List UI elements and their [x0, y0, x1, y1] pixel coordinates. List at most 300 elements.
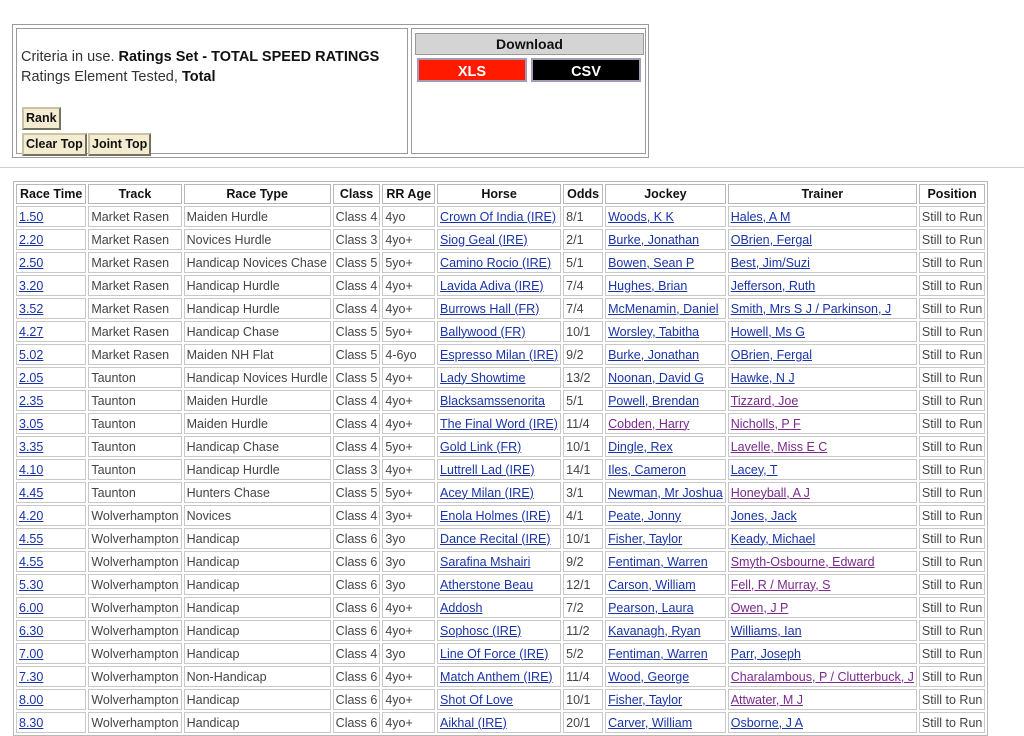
trainer-link[interactable]: Jefferson, Ruth	[730, 278, 816, 293]
jockey-link[interactable]: Kavanagh, Ryan	[608, 623, 701, 638]
table-row	[16, 206, 985, 227]
table-cell	[728, 505, 917, 526]
jockey-link[interactable]: Worsley, Tabitha	[608, 324, 700, 339]
table-cell: Still to Run	[919, 643, 985, 664]
table-cell	[728, 436, 917, 457]
trainer-link[interactable]: Fell, R / Murray, S	[730, 577, 831, 592]
table-cell: Still to Run	[919, 666, 985, 687]
race-time-link[interactable]: 3.05	[19, 416, 44, 431]
table-cell: Still to Run	[919, 413, 985, 434]
table-cell: Handicap Chase	[184, 321, 331, 342]
table-cell	[16, 482, 86, 503]
table-row	[16, 298, 985, 319]
column-header: Trainer	[728, 184, 917, 204]
download-panel	[411, 28, 646, 154]
table-cell	[605, 206, 726, 227]
trainer-link[interactable]: Lacey, T	[730, 462, 778, 477]
horse-link[interactable]: Ballywood (FR)	[440, 324, 526, 339]
table-cell: Still to Run	[919, 689, 985, 710]
column-header: Race Time	[16, 184, 86, 204]
table-row	[16, 436, 985, 457]
table-cell	[16, 275, 86, 296]
table-row	[16, 620, 985, 641]
table-cell	[605, 620, 726, 641]
table-cell: Handicap	[184, 689, 331, 710]
horse-link[interactable]: Acey Milan (IRE)	[440, 485, 534, 500]
horse-link[interactable]: Atherstone Beau	[440, 577, 534, 592]
table-cell	[437, 344, 561, 365]
race-time-link[interactable]: 7.00	[19, 646, 44, 661]
table-row	[16, 229, 985, 250]
table-cell: 4yo+	[382, 620, 435, 641]
table-cell	[605, 712, 726, 733]
trainer-link[interactable]: Hales, A M	[730, 209, 791, 224]
table-cell	[605, 321, 726, 342]
race-time-link[interactable]: 2.20	[19, 232, 44, 247]
table-cell	[605, 459, 726, 480]
table-cell: Class 4	[333, 275, 381, 296]
table-cell: Wolverhampton	[88, 712, 181, 733]
jockey-link[interactable]: Burke, Jonathan	[608, 232, 700, 247]
table-cell	[728, 528, 917, 549]
table-cell: Market Rasen	[88, 206, 181, 227]
trainer-link[interactable]: Honeyball, A J	[730, 485, 810, 500]
trainer-link[interactable]: Parr, Joseph	[730, 646, 801, 661]
table-cell	[728, 206, 917, 227]
table-row	[16, 712, 985, 733]
horse-link[interactable]: Match Anthem (IRE)	[440, 669, 553, 684]
table-cell: Market Rasen	[88, 275, 181, 296]
horse-link[interactable]: Camino Rocio (IRE)	[440, 255, 552, 270]
table-cell: 3yo	[382, 574, 435, 595]
table-cell	[728, 666, 917, 687]
table-cell: 9/2	[563, 551, 603, 572]
table-cell	[437, 252, 561, 273]
clear-top-button[interactable]: Clear Top	[22, 133, 87, 156]
table-cell: Still to Run	[919, 712, 985, 733]
horse-link[interactable]: Addosh	[440, 600, 483, 615]
table-cell: Market Rasen	[88, 321, 181, 342]
jockey-link[interactable]: Cobden, Harry	[608, 416, 690, 431]
table-cell: Handicap Chase	[184, 436, 331, 457]
horse-link[interactable]: Lady Showtime	[440, 370, 526, 385]
table-cell	[728, 344, 917, 365]
race-time-link[interactable]: 3.35	[19, 439, 44, 454]
table-cell	[728, 367, 917, 388]
table-cell: Class 4	[333, 206, 381, 227]
table-cell: 12/1	[563, 574, 603, 595]
table-cell: 3yo	[382, 643, 435, 664]
race-time-link[interactable]: 7.30	[19, 669, 44, 684]
table-cell: Class 3	[333, 459, 381, 480]
table-row	[16, 666, 985, 687]
horse-link[interactable]: Gold Link (FR)	[440, 439, 522, 454]
race-time-link[interactable]: 3.52	[19, 301, 44, 316]
table-cell	[437, 597, 561, 618]
race-time-link[interactable]: 8.30	[19, 715, 44, 730]
jockey-link[interactable]: Woods, K K	[608, 209, 674, 224]
table-cell: Wolverhampton	[88, 574, 181, 595]
trainer-link[interactable]: Nicholls, P F	[730, 416, 801, 431]
race-time-link[interactable]: 1.50	[19, 209, 44, 224]
horse-link[interactable]: Blacksamssenorita	[440, 393, 545, 408]
table-cell	[437, 482, 561, 503]
column-header: Jockey	[605, 184, 726, 204]
table-cell	[728, 321, 917, 342]
trainer-link[interactable]: Williams, Ian	[730, 623, 802, 638]
table-cell	[16, 252, 86, 273]
table-cell: Handicap	[184, 528, 331, 549]
table-cell: Class 5	[333, 482, 381, 503]
trainer-link[interactable]: Owen, J P	[730, 600, 789, 615]
table-row	[16, 413, 985, 434]
race-time-link[interactable]: 4.45	[19, 485, 44, 500]
jockey-link[interactable]: Fisher, Taylor	[608, 531, 683, 546]
table-cell	[728, 459, 917, 480]
table-cell: 4yo+	[382, 413, 435, 434]
race-time-link[interactable]: 2.35	[19, 393, 44, 408]
table-cell	[16, 528, 86, 549]
trainer-link[interactable]: Jones, Jack	[730, 508, 797, 523]
table-cell: Still to Run	[919, 459, 985, 480]
table-cell: 4yo+	[382, 390, 435, 411]
horse-link[interactable]: Luttrell Lad (IRE)	[440, 462, 535, 477]
table-cell: Maiden Hurdle	[184, 413, 331, 434]
table-cell: 5/2	[563, 643, 603, 664]
trainer-link[interactable]: Tizzard, Joe	[730, 393, 799, 408]
table-cell	[437, 505, 561, 526]
table-cell	[16, 689, 86, 710]
table-cell: Wolverhampton	[88, 620, 181, 641]
criteria-panel	[12, 24, 649, 158]
table-cell: Handicap Novices Hurdle	[184, 367, 331, 388]
jockey-link[interactable]: Fentiman, Warren	[608, 646, 708, 661]
horse-link[interactable]: Enola Holmes (IRE)	[440, 508, 551, 523]
jockey-link[interactable]: Carver, William	[608, 715, 693, 730]
table-cell: 20/1	[563, 712, 603, 733]
race-time-link[interactable]: 2.50	[19, 255, 44, 270]
table-cell: 4yo+	[382, 367, 435, 388]
table-cell: 7/4	[563, 275, 603, 296]
ratings-set-value: Ratings Set - TOTAL SPEED RATINGS	[118, 49, 380, 65]
race-time-link[interactable]: 6.00	[19, 600, 44, 615]
race-time-link[interactable]: 3.20	[19, 278, 44, 293]
table-cell: 5yo+	[382, 436, 435, 457]
column-header: Track	[88, 184, 181, 204]
table-cell: Class 4	[333, 390, 381, 411]
table-cell: 11/2	[563, 620, 603, 641]
table-cell	[16, 712, 86, 733]
table-cell	[16, 390, 86, 411]
table-cell	[605, 666, 726, 687]
table-cell	[437, 620, 561, 641]
table-cell: Handicap	[184, 597, 331, 618]
table-cell: 8/1	[563, 206, 603, 227]
table-cell: Class 5	[333, 367, 381, 388]
table-cell: 4yo+	[382, 597, 435, 618]
race-time-link[interactable]: 4.27	[19, 324, 44, 339]
table-cell: 10/1	[563, 689, 603, 710]
table-cell: Still to Run	[919, 551, 985, 572]
table-cell: 4yo+	[382, 298, 435, 319]
table-cell	[437, 229, 561, 250]
table-cell: Handicap Novices Chase	[184, 252, 331, 273]
horse-link[interactable]: Line Of Force (IRE)	[440, 646, 549, 661]
table-cell: Still to Run	[919, 229, 985, 250]
table-cell: Handicap	[184, 574, 331, 595]
trainer-link[interactable]: Osborne, J A	[730, 715, 803, 730]
table-cell	[605, 505, 726, 526]
race-time-link[interactable]: 8.00	[19, 692, 44, 707]
table-cell: Taunton	[88, 436, 181, 457]
table-cell: Market Rasen	[88, 252, 181, 273]
table-cell: 5yo+	[382, 482, 435, 503]
table-cell	[728, 574, 917, 595]
jockey-link[interactable]: Bowen, Sean P	[608, 255, 695, 270]
table-cell: 7/4	[563, 298, 603, 319]
race-time-link[interactable]: 4.55	[19, 554, 44, 569]
race-time-link[interactable]: 4.20	[19, 508, 44, 523]
criteria-line-ratings-set	[21, 49, 379, 65]
table-cell: 3yo	[382, 551, 435, 572]
table-cell: Class 6	[333, 620, 381, 641]
table-row	[16, 528, 985, 549]
table-cell	[728, 482, 917, 503]
table-cell: Class 4	[333, 298, 381, 319]
criteria-info	[16, 28, 408, 154]
table-cell	[605, 436, 726, 457]
criteria-line-element	[21, 69, 216, 85]
jockey-link[interactable]: Newman, Mr Joshua	[608, 485, 723, 500]
table-cell	[16, 367, 86, 388]
table-cell	[605, 413, 726, 434]
table-cell: Still to Run	[919, 436, 985, 457]
table-row	[16, 321, 985, 342]
table-cell: Still to Run	[919, 620, 985, 641]
table-cell	[605, 344, 726, 365]
trainer-link[interactable]: Smyth-Osbourne, Edward	[730, 554, 875, 569]
table-cell: Still to Run	[919, 298, 985, 319]
trainer-link[interactable]: Attwater, M J	[730, 692, 803, 707]
table-cell: Class 6	[333, 551, 381, 572]
table-cell: 3/1	[563, 482, 603, 503]
table-row	[16, 482, 985, 503]
results-table	[13, 181, 988, 736]
table-cell: Novices Hurdle	[184, 229, 331, 250]
table-cell: Class 4	[333, 436, 381, 457]
joint-top-button[interactable]: Joint Top	[88, 133, 151, 156]
trainer-link[interactable]: Charalambous, P / Clutterbuck, J	[730, 669, 914, 684]
table-cell	[16, 413, 86, 434]
race-time-link[interactable]: 5.02	[19, 347, 44, 362]
table-cell	[16, 597, 86, 618]
jockey-link[interactable]: Noonan, David G	[608, 370, 704, 385]
table-cell	[728, 620, 917, 641]
race-time-link[interactable]: 2.05	[19, 370, 44, 385]
table-cell: Novices	[184, 505, 331, 526]
jockey-link[interactable]: Fisher, Taylor	[608, 692, 683, 707]
table-cell	[16, 666, 86, 687]
table-cell	[605, 643, 726, 664]
horse-link[interactable]: Crown Of India (IRE)	[440, 209, 557, 224]
table-cell: Wolverhampton	[88, 643, 181, 664]
table-cell: 4yo+	[382, 689, 435, 710]
race-time-link[interactable]: 5.30	[19, 577, 44, 592]
table-row	[16, 367, 985, 388]
table-cell: Taunton	[88, 390, 181, 411]
table-row	[16, 390, 985, 411]
table-cell: 4yo+	[382, 459, 435, 480]
table-cell: Still to Run	[919, 482, 985, 503]
table-cell: 4yo+	[382, 229, 435, 250]
table-cell: Still to Run	[919, 321, 985, 342]
table-cell	[605, 275, 726, 296]
table-row	[16, 689, 985, 710]
jockey-link[interactable]: Wood, George	[608, 669, 690, 684]
table-cell	[437, 528, 561, 549]
table-cell: Still to Run	[919, 574, 985, 595]
download-xls-button[interactable]: XLS	[417, 58, 527, 82]
table-cell: Class 6	[333, 528, 381, 549]
table-cell	[437, 390, 561, 411]
race-time-link[interactable]: 4.10	[19, 462, 44, 477]
table-cell	[16, 436, 86, 457]
table-cell	[437, 436, 561, 457]
table-cell	[437, 643, 561, 664]
table-row	[16, 574, 985, 595]
jockey-link[interactable]: Powell, Brendan	[608, 393, 700, 408]
table-cell	[605, 367, 726, 388]
race-time-link[interactable]: 6.30	[19, 623, 44, 638]
table-cell	[437, 689, 561, 710]
table-cell: Handicap Hurdle	[184, 275, 331, 296]
table-cell	[728, 390, 917, 411]
horse-link[interactable]: Espresso Milan (IRE)	[440, 347, 559, 362]
table-cell: Class 6	[333, 597, 381, 618]
table-row	[16, 275, 985, 296]
table-cell	[728, 252, 917, 273]
table-cell: Class 3	[333, 229, 381, 250]
table-row	[16, 459, 985, 480]
table-cell: Still to Run	[919, 505, 985, 526]
horse-link[interactable]: Sarafina Mshairi	[440, 554, 531, 569]
table-cell	[437, 712, 561, 733]
table-cell: 10/1	[563, 528, 603, 549]
table-cell	[16, 344, 86, 365]
table-cell	[605, 597, 726, 618]
table-cell: Still to Run	[919, 206, 985, 227]
table-cell: 11/4	[563, 413, 603, 434]
horse-link[interactable]: Dance Recital (IRE)	[440, 531, 551, 546]
table-row	[16, 252, 985, 273]
jockey-link[interactable]: Hughes, Brian	[608, 278, 688, 293]
rank-button[interactable]: Rank	[22, 107, 61, 130]
table-cell: Class 4	[333, 505, 381, 526]
jockey-link[interactable]: McMenamin, Daniel	[608, 301, 719, 316]
jockey-link[interactable]: Fentiman, Warren	[608, 554, 708, 569]
table-cell: 14/1	[563, 459, 603, 480]
column-header: Position	[919, 184, 985, 204]
table-cell	[16, 459, 86, 480]
horse-link[interactable]: Shot Of Love	[440, 692, 514, 707]
table-cell: Handicap Hurdle	[184, 298, 331, 319]
trainer-link[interactable]: OBrien, Fergal	[730, 232, 812, 247]
table-cell: 4yo+	[382, 712, 435, 733]
table-cell	[16, 298, 86, 319]
table-cell: Wolverhampton	[88, 505, 181, 526]
table-cell: Class 5	[333, 252, 381, 273]
table-cell: Handicap	[184, 551, 331, 572]
table-cell: 4yo+	[382, 666, 435, 687]
jockey-link[interactable]: Dingle, Rex	[608, 439, 673, 454]
section-divider	[0, 167, 1024, 168]
horse-link[interactable]: Sophosc (IRE)	[440, 623, 522, 638]
trainer-link[interactable]: Keady, Michael	[730, 531, 816, 546]
table-cell: Hunters Chase	[184, 482, 331, 503]
table-cell: Still to Run	[919, 367, 985, 388]
trainer-link[interactable]: Hawke, N J	[730, 370, 795, 385]
trainer-link[interactable]: Smith, Mrs S J / Parkinson, J	[730, 301, 892, 316]
horse-link[interactable]: Burrows Hall (FR)	[440, 301, 540, 316]
jockey-link[interactable]: Pearson, Laura	[608, 600, 694, 615]
table-row	[16, 551, 985, 572]
table-cell	[16, 574, 86, 595]
table-row	[16, 643, 985, 664]
table-row	[16, 597, 985, 618]
table-cell: Still to Run	[919, 344, 985, 365]
race-time-link[interactable]: 4.55	[19, 531, 44, 546]
jockey-link[interactable]: Iles, Cameron	[608, 462, 686, 477]
trainer-link[interactable]: Best, Jim/Suzi	[730, 255, 810, 270]
horse-link[interactable]: Lavida Adiva (IRE)	[440, 278, 544, 293]
table-cell	[605, 574, 726, 595]
table-cell: 4/1	[563, 505, 603, 526]
horse-link[interactable]: Aikhal (IRE)	[440, 715, 507, 730]
jockey-link[interactable]: Burke, Jonathan	[608, 347, 700, 362]
trainer-link[interactable]: Howell, Ms G	[730, 324, 806, 339]
table-cell: Still to Run	[919, 390, 985, 411]
table-cell: Handicap	[184, 712, 331, 733]
jockey-link[interactable]: Carson, William	[608, 577, 696, 592]
table-cell: Class 5	[333, 321, 381, 342]
table-cell	[605, 689, 726, 710]
table-cell: Handicap	[184, 643, 331, 664]
trainer-link[interactable]: OBrien, Fergal	[730, 347, 812, 362]
table-cell: 5/1	[563, 252, 603, 273]
table-cell	[16, 206, 86, 227]
table-cell: 7/2	[563, 597, 603, 618]
download-csv-button[interactable]: CSV	[531, 58, 641, 82]
download-title: Download	[415, 33, 644, 55]
table-cell: Class 6	[333, 712, 381, 733]
table-cell: 13/2	[563, 367, 603, 388]
table-cell: Non-Handicap	[184, 666, 331, 687]
table-row	[16, 505, 985, 526]
table-cell: Still to Run	[919, 597, 985, 618]
trainer-link[interactable]: Lavelle, Miss E C	[730, 439, 828, 454]
horse-link[interactable]: Siog Geal (IRE)	[440, 232, 528, 247]
table-cell: Maiden Hurdle	[184, 390, 331, 411]
table-cell: Handicap Hurdle	[184, 459, 331, 480]
table-cell	[437, 367, 561, 388]
table-cell	[605, 482, 726, 503]
jockey-link[interactable]: Peate, Jonny	[608, 508, 682, 523]
column-header: Class	[333, 184, 381, 204]
table-cell: Class 4	[333, 413, 381, 434]
table-cell: 5yo+	[382, 321, 435, 342]
table-cell	[16, 505, 86, 526]
horse-link[interactable]: The Final Word (IRE)	[440, 416, 558, 431]
